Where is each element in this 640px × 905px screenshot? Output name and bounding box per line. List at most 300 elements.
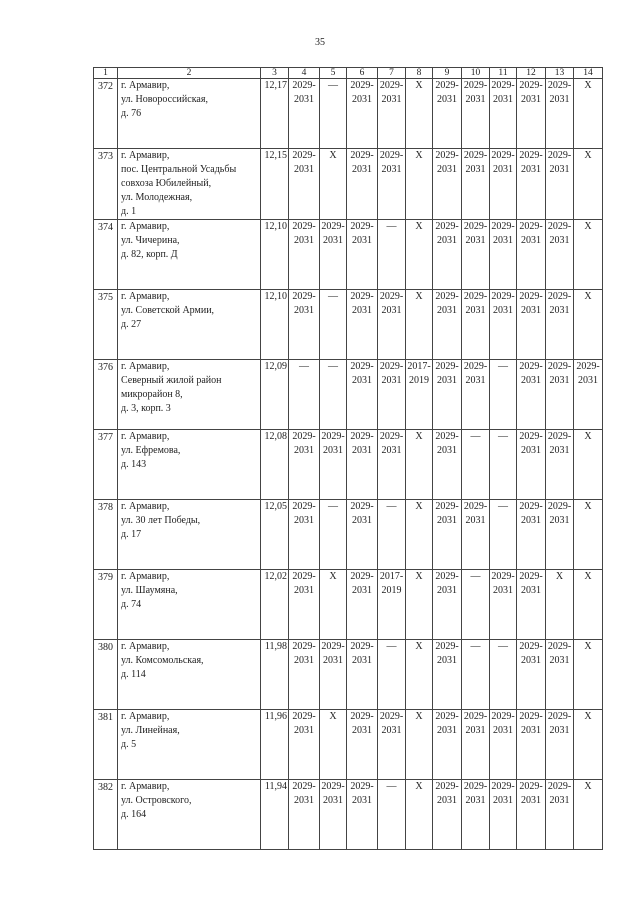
period-text: 2031: [294, 515, 314, 526]
period-cell: [320, 290, 347, 360]
period-text: 2031: [294, 235, 314, 246]
period-text: 2029-: [435, 291, 459, 302]
table-row: [94, 500, 603, 570]
address-line: д. 17: [121, 529, 142, 540]
period-cell: [320, 220, 347, 290]
period-cell: [546, 79, 574, 149]
period-text: 2031: [493, 305, 513, 316]
period-text: —: [299, 361, 309, 372]
period-cell: [517, 500, 546, 570]
period-text: 2031: [549, 164, 570, 175]
period-text: 2031: [437, 515, 457, 526]
address-cell: [118, 430, 261, 500]
period-text: 2029-: [292, 80, 316, 91]
period-cell: [490, 149, 517, 220]
period-text: 2031: [352, 725, 372, 736]
column-number-header: 14: [574, 68, 603, 79]
period-text: 2029-: [292, 781, 316, 792]
column-number-header: 11: [490, 68, 517, 79]
period-text: 2031: [294, 585, 314, 596]
value-cell: 12,09: [261, 360, 289, 430]
address-line: д. 76: [121, 108, 142, 119]
period-text: 2029-: [350, 641, 374, 652]
period-cell: [574, 149, 603, 220]
period-cell: [490, 640, 517, 710]
period-cell: [289, 780, 320, 850]
period-cell: [347, 570, 378, 640]
period-text: 2029-: [547, 80, 572, 91]
period-text: 2029-: [519, 571, 543, 582]
row-number: 382: [94, 780, 118, 850]
period-text: 2031: [437, 164, 457, 175]
period-cell: [320, 500, 347, 570]
address-line: д. 114: [121, 669, 146, 680]
period-cell: [289, 290, 320, 360]
period-text: Х: [415, 150, 423, 161]
period-cell: [517, 290, 546, 360]
period-cell: [546, 500, 574, 570]
period-cell: [433, 710, 462, 780]
period-text: —: [498, 361, 508, 372]
period-text: 2031: [549, 305, 570, 316]
period-text: 2029-: [350, 150, 374, 161]
period-text: 2029-: [491, 571, 515, 582]
period-text: Х: [415, 501, 423, 512]
period-text: 2029-: [519, 711, 543, 722]
period-text: 2031: [437, 305, 457, 316]
period-cell: [406, 500, 433, 570]
period-text: 2031: [323, 235, 343, 246]
period-text: —: [386, 781, 397, 792]
period-cell: [433, 780, 462, 850]
period-text: 2031: [437, 445, 457, 456]
value-cell: 12,10: [261, 290, 289, 360]
period-cell: [289, 430, 320, 500]
period-text: 2029-: [547, 431, 572, 442]
period-cell: [347, 360, 378, 430]
period-text: 2031: [521, 164, 541, 175]
period-text: 2029-: [519, 781, 543, 792]
period-text: 2031: [381, 445, 402, 456]
period-cell: [490, 780, 517, 850]
period-cell: [574, 500, 603, 570]
period-cell: [490, 220, 517, 290]
column-number-header: 5: [320, 68, 347, 79]
period-text: 2029-: [519, 501, 543, 512]
period-text: 2029-: [576, 361, 600, 372]
period-cell: [462, 360, 490, 430]
period-text: 2031: [352, 94, 372, 105]
page-number: 35: [315, 37, 325, 48]
period-cell: [406, 79, 433, 149]
period-text: 2029-: [519, 150, 543, 161]
period-cell: [433, 640, 462, 710]
period-cell: [347, 710, 378, 780]
period-cell: [378, 290, 406, 360]
period-text: 2029-: [350, 221, 374, 232]
period-cell: [347, 430, 378, 500]
period-text: 2031: [294, 94, 314, 105]
period-text: 2029-: [547, 781, 572, 792]
period-text: 2029-: [519, 431, 543, 442]
period-text: 2031: [549, 795, 570, 806]
period-text: 2029-: [321, 221, 345, 232]
period-text: —: [498, 431, 508, 442]
period-text: 2031: [381, 725, 402, 736]
row-number: 375: [94, 290, 118, 360]
period-text: 2029-: [463, 501, 488, 512]
period-text: Х: [329, 711, 337, 722]
period-text: Х: [415, 431, 423, 442]
period-cell: [406, 149, 433, 220]
period-cell: [378, 640, 406, 710]
address-line: г. Армавир,: [121, 711, 170, 722]
period-cell: [289, 149, 320, 220]
period-cell: [574, 220, 603, 290]
period-text: Х: [584, 501, 592, 512]
period-cell: [347, 780, 378, 850]
period-cell: [517, 710, 546, 780]
period-cell: [378, 780, 406, 850]
period-text: 2029-: [292, 711, 316, 722]
period-cell: [378, 500, 406, 570]
period-cell: [347, 290, 378, 360]
period-text: Х: [555, 571, 564, 582]
period-text: 2029-: [547, 711, 572, 722]
period-cell: [289, 640, 320, 710]
period-text: 2029-: [350, 80, 374, 91]
period-text: 2031: [323, 445, 343, 456]
period-text: 2029-: [463, 221, 488, 232]
column-number-header: 2: [118, 68, 261, 79]
period-cell: [406, 290, 433, 360]
column-number-header: 12: [517, 68, 546, 79]
column-number-header: 3: [261, 68, 289, 79]
period-text: 2031: [521, 94, 541, 105]
period-text: 2029-: [519, 641, 543, 652]
period-cell: [406, 780, 433, 850]
period-text: Х: [329, 571, 337, 582]
period-text: 2017-: [379, 571, 404, 582]
value-cell: 11,98: [261, 640, 289, 710]
period-cell: [406, 710, 433, 780]
period-text: Х: [415, 80, 423, 91]
period-text: Х: [584, 150, 592, 161]
period-text: 2029-: [435, 781, 459, 792]
period-text: 2029-: [350, 501, 374, 512]
period-cell: [406, 220, 433, 290]
period-text: 2031: [493, 235, 513, 246]
value-cell: 12,15: [261, 149, 289, 220]
period-text: 2031: [493, 164, 513, 175]
period-text: 2031: [352, 795, 372, 806]
value-cell: 12,05: [261, 500, 289, 570]
period-cell: [462, 79, 490, 149]
period-text: 2031: [294, 164, 314, 175]
period-text: —: [498, 501, 508, 512]
period-cell: [517, 149, 546, 220]
period-text: 2029-: [519, 291, 543, 302]
housing-table: [93, 67, 603, 850]
period-text: 2031: [352, 655, 372, 666]
period-text: 2031: [323, 655, 343, 666]
column-number-header: 7: [378, 68, 406, 79]
period-text: 2029-: [491, 80, 515, 91]
period-text: 2031: [294, 305, 314, 316]
period-cell: [433, 430, 462, 500]
period-text: 2029-: [379, 711, 404, 722]
period-text: 2031: [549, 515, 570, 526]
period-text: 2029-: [350, 431, 374, 442]
address-line: ул. Комсомольская,: [121, 655, 204, 666]
period-cell: [433, 220, 462, 290]
table-row: [94, 79, 603, 149]
period-text: 2031: [549, 725, 570, 736]
row-number: 374: [94, 220, 118, 290]
table-row: [94, 640, 603, 710]
period-text: 2029-: [547, 221, 572, 232]
period-text: Х: [584, 781, 592, 792]
period-text: 2029-: [491, 781, 515, 792]
address-line: совхоза Юбилейный,: [121, 178, 212, 189]
period-text: 2031: [437, 375, 457, 386]
period-cell: [406, 360, 433, 430]
period-cell: [546, 430, 574, 500]
period-text: 2029-: [435, 80, 459, 91]
period-cell: [433, 290, 462, 360]
address-line: г. Армавир,: [121, 80, 170, 91]
address-line: г. Армавир,: [121, 361, 170, 372]
table-row: [94, 149, 603, 220]
period-cell: [289, 360, 320, 430]
period-text: 2029-: [491, 711, 515, 722]
period-cell: [546, 640, 574, 710]
period-text: 2031: [437, 795, 457, 806]
period-cell: [433, 360, 462, 430]
period-text: 2031: [294, 445, 314, 456]
period-text: Х: [584, 711, 592, 722]
period-text: 2031: [549, 94, 570, 105]
period-text: 2031: [465, 515, 486, 526]
period-cell: [378, 570, 406, 640]
period-text: 2031: [521, 585, 541, 596]
period-text: 2031: [352, 375, 372, 386]
period-cell: [462, 149, 490, 220]
period-text: —: [386, 501, 397, 512]
period-text: 2031: [352, 585, 372, 596]
period-text: 2029-: [292, 291, 316, 302]
period-text: 2029-: [435, 431, 459, 442]
period-text: 2031: [352, 235, 372, 246]
address-line: ул. 30 лет Победы,: [121, 515, 201, 526]
period-cell: [462, 430, 490, 500]
period-text: Х: [584, 80, 592, 91]
period-cell: [462, 570, 490, 640]
period-cell: [433, 500, 462, 570]
period-text: 2031: [437, 585, 457, 596]
period-text: 2031: [437, 235, 457, 246]
period-text: 2031: [493, 585, 513, 596]
period-text: 2031: [493, 94, 513, 105]
address-line: д. 3, корп. 3: [121, 403, 171, 414]
address-line: д. 27: [121, 319, 142, 330]
period-cell: [347, 220, 378, 290]
period-cell: [378, 220, 406, 290]
period-cell: [574, 570, 603, 640]
column-number-header: 13: [546, 68, 574, 79]
row-number: 381: [94, 710, 118, 780]
period-text: 2031: [521, 375, 541, 386]
value-cell: 12,08: [261, 430, 289, 500]
column-number-header: 4: [289, 68, 320, 79]
table-row: [94, 290, 603, 360]
period-text: Х: [415, 781, 423, 792]
table-row: [94, 360, 603, 430]
period-text: 2031: [352, 164, 372, 175]
period-text: Х: [415, 711, 423, 722]
period-text: 2029-: [491, 291, 515, 302]
value-cell: 11,94: [261, 780, 289, 850]
period-text: 2029-: [321, 431, 345, 442]
address-cell: [118, 220, 261, 290]
period-text: 2029-: [435, 361, 459, 372]
period-text: 2031: [465, 795, 486, 806]
period-cell: [517, 570, 546, 640]
period-cell: [320, 780, 347, 850]
period-cell: [546, 360, 574, 430]
period-cell: [462, 640, 490, 710]
period-text: 2029-: [519, 80, 543, 91]
address-line: ул. Советской Армии,: [121, 305, 215, 316]
period-cell: [574, 79, 603, 149]
period-text: 2031: [549, 375, 570, 386]
period-text: 2031: [521, 235, 541, 246]
period-text: 2031: [294, 725, 314, 736]
period-text: Х: [415, 221, 423, 232]
column-number-header: 8: [406, 68, 433, 79]
period-text: 2029-: [379, 150, 404, 161]
period-cell: [517, 640, 546, 710]
address-cell: [118, 570, 261, 640]
address-line: г. Армавир,: [121, 150, 170, 161]
period-text: 2031: [437, 655, 457, 666]
value-cell: 12,17: [261, 79, 289, 149]
period-cell: [462, 500, 490, 570]
period-text: 2029-: [463, 291, 488, 302]
period-cell: [378, 79, 406, 149]
period-text: 2031: [521, 445, 541, 456]
period-cell: [378, 149, 406, 220]
period-text: 2031: [549, 655, 570, 666]
period-text: —: [328, 80, 338, 91]
period-cell: [347, 500, 378, 570]
period-text: 2029-: [350, 361, 374, 372]
period-text: 2031: [437, 94, 457, 105]
period-text: 2031: [493, 795, 513, 806]
period-cell: [320, 360, 347, 430]
period-text: 2029-: [435, 571, 459, 582]
period-text: —: [470, 431, 481, 442]
period-text: 2017-: [407, 361, 431, 372]
period-text: 2031: [578, 375, 598, 386]
table-row: [94, 220, 603, 290]
period-cell: [490, 430, 517, 500]
period-text: 2031: [465, 235, 486, 246]
address-line: г. Армавир,: [121, 781, 170, 792]
period-text: 2031: [493, 725, 513, 736]
period-cell: [433, 570, 462, 640]
period-cell: [289, 570, 320, 640]
period-cell: [289, 500, 320, 570]
period-cell: [574, 290, 603, 360]
value-cell: 11,96: [261, 710, 289, 780]
period-cell: [517, 780, 546, 850]
address-line: г. Армавир,: [121, 501, 170, 512]
address-cell: [118, 360, 261, 430]
period-cell: [320, 570, 347, 640]
period-text: 2031: [549, 445, 570, 456]
row-number: 373: [94, 149, 118, 220]
address-line: ул. Островского,: [121, 795, 192, 806]
period-text: 2031: [521, 725, 541, 736]
address-line: пос. Центральной Усадьбы: [121, 164, 237, 175]
period-cell: [574, 430, 603, 500]
address-line: ул. Новороссийская,: [121, 94, 208, 105]
period-text: 2029-: [547, 361, 572, 372]
period-text: 2031: [381, 94, 402, 105]
column-number-header: 1: [94, 68, 118, 79]
period-cell: [406, 430, 433, 500]
period-cell: [378, 710, 406, 780]
period-text: 2029-: [491, 221, 515, 232]
period-text: 2031: [465, 305, 486, 316]
value-cell: 12,10: [261, 220, 289, 290]
period-text: 2031: [294, 795, 314, 806]
period-cell: [289, 220, 320, 290]
period-cell: [490, 290, 517, 360]
period-text: 2031: [521, 305, 541, 316]
period-cell: [462, 220, 490, 290]
period-cell: [347, 79, 378, 149]
period-text: —: [328, 501, 338, 512]
address-cell: [118, 149, 261, 220]
period-text: 2029-: [547, 291, 572, 302]
period-cell: [406, 640, 433, 710]
period-text: 2029-: [435, 501, 459, 512]
address-line: д. 164: [121, 809, 147, 820]
period-text: 2029-: [463, 781, 488, 792]
period-cell: [320, 149, 347, 220]
period-text: 2031: [381, 375, 402, 386]
row-number: 380: [94, 640, 118, 710]
address-line: г. Армавир,: [121, 431, 170, 442]
period-cell: [433, 149, 462, 220]
period-text: 2029-: [321, 781, 345, 792]
period-cell: [574, 780, 603, 850]
address-cell: [118, 780, 261, 850]
period-cell: [546, 290, 574, 360]
address-line: г. Армавир,: [121, 221, 170, 232]
period-cell: [320, 710, 347, 780]
period-text: 2029-: [519, 361, 543, 372]
period-cell: [517, 430, 546, 500]
period-text: 2029-: [379, 291, 404, 302]
period-text: —: [386, 641, 397, 652]
column-number-header: 6: [347, 68, 378, 79]
period-text: 2029-: [547, 641, 572, 652]
period-text: 2019: [381, 585, 402, 596]
row-number: 377: [94, 430, 118, 500]
